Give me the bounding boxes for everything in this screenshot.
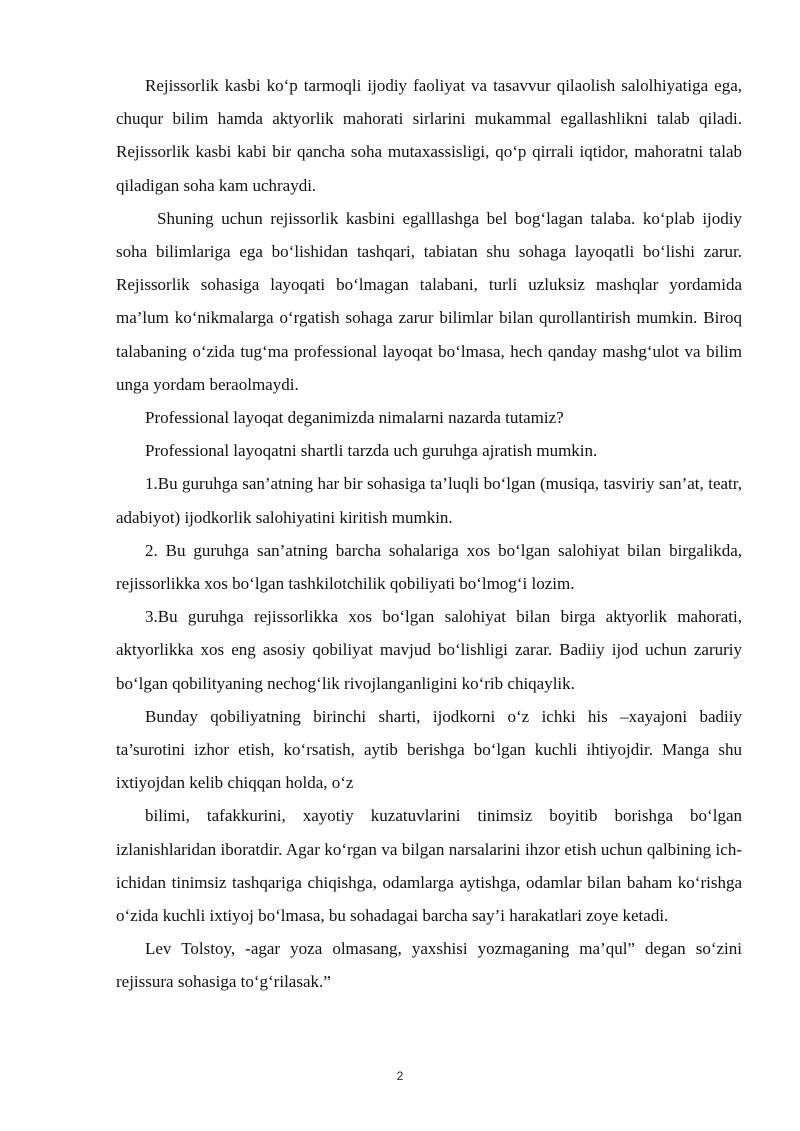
paragraph-6: 2. Bu guruhga san’atning barcha sohalariga xos bo‘lgan salohiyat bilan birgalikda, rejissorlikka xos bo‘lgan tashkilotchilik qobiliyati bo‘lmog‘i lozim. <box>116 540 742 594</box>
paragraph-5: 1.Bu guruhga san’atning har bir sohasiga ta’luqli bo‘lgan (musiqa, tasviriy san’at, teatr, adabiyot) ijodkorlik salohiyatini kiritish mumkin. <box>116 474 742 527</box>
paragraph-10: Lev Tolstoy, -agar yoza olmasang, yaxshisi yozmaganing ma’qul” degan so‘zini rejissura sohasiga to‘g‘rilasak.” <box>116 939 742 992</box>
paragraph-4: Professional layoqatni shartli tarzda uch guruhga ajratish mumkin. <box>145 441 598 461</box>
page-number: 2 <box>396 1069 404 1083</box>
paragraph-9: bilimi, tafakkurini, xayotiy kuzatuvlarini tinimsiz boyitib borishga bo‘lgan izlanishlaridan iboratdir. Agar ko‘rgan va bilgan narsalarini ihzor etish uchun qalbining ich-ichidan tinimsiz tashqariga chiqishga, odamlarga aytishga, odamlar bilan baham ko‘rishga o‘zida kuchli ixtiyoj bo‘lmasa, bu sohadagai barcha say’i harakatlari zoye ketadi. <box>116 806 742 926</box>
paragraph-3: Professional layoqat deganimizda nimalarni nazarda tutamiz? <box>145 408 564 428</box>
paragraph-8: Bunday qobiliyatning birinchi sharti, ijodkorni o‘z ichki his –xayajoni badiiy ta’surotini izhor etish, ko‘rsatish, aytib berishga bo‘lgan kuchli ihtiyojdir. Manga shu ixtiyojdan kelib chiqqan holda, o‘z <box>116 706 742 793</box>
document-body <box>116 69 742 999</box>
paragraph-7: 3.Bu guruhga rejissorlikka xos bo‘lgan salohiyat bilan birga aktyorlik mahorati, aktyorlikka xos eng asosiy qobiliyat mavjud bo‘lishligi zarar. Badiiy ijod uchun zaruriy bo‘lgan qobilityaning nechog‘lik rivojlanganligini ko‘rib chiqaylik. <box>116 607 742 693</box>
paragraph-1: Rejissorlik kasbi ko‘p tarmoqli ijodiy faoliyat va tasavvur qilaolish salolhiyatiga ega, chuqur bilim hamda aktyorlik mahorati sirlarini mukammal egallashlikni talab qiladi. Rejissorlik kasbi kabi bir qancha soha mutaxassisligi, qo‘p qirrali iqtidor, mahoratni talab qiladigan soha kam uchraydi. <box>116 76 742 195</box>
paragraph-2: Shuning uchun rejissorlik kasbini egalllashga bel bog‘lagan talaba. ko‘plab ijodiy soha bilimlariga ega bo‘lishidan tashqari, tabiatan shu sohaga layoqatli bo‘lishi zarur. Rejissorlik sohasiga layoqati bo‘lmagan talabani, turli uzluksiz mashqlar yordamida ma’lum ko‘nikmalarga o‘rgatish sohaga zarur bilimlar bilan qurollantirish mumkin. Biroq talabaning o‘zida tug‘ma professional layoqat bo‘lmasa, hech qanday mashg‘ulot va bilim unga yordam beraolmaydi. <box>116 208 742 394</box>
